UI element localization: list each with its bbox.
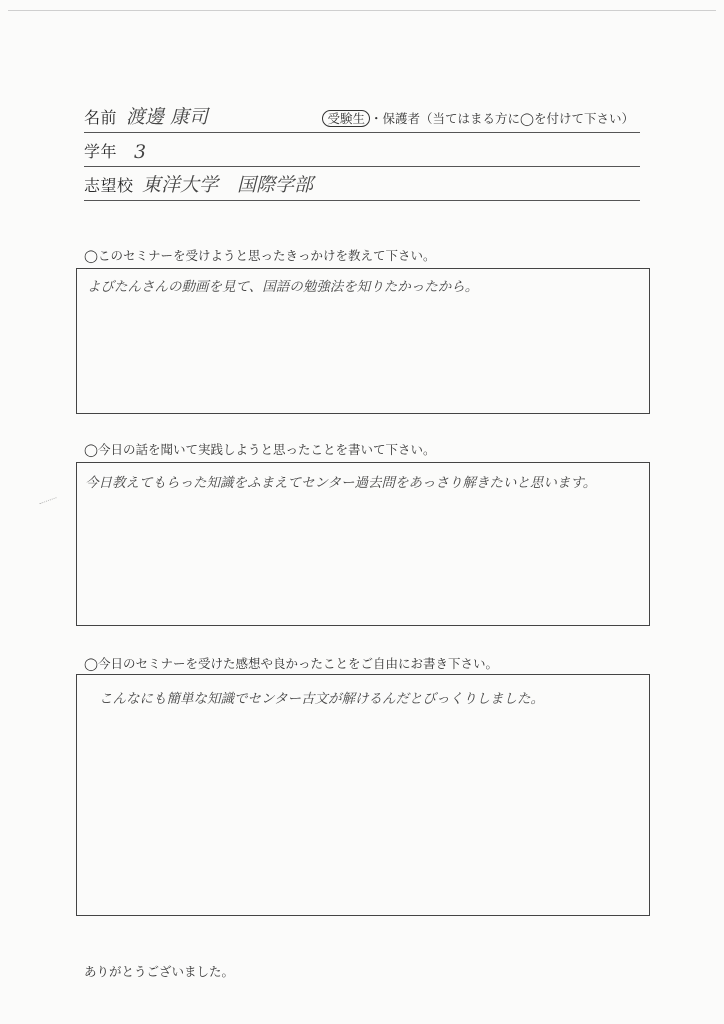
question-2-answer: 今日教えてもらった知識をふまえてセンター過去問をあっさり解きたいと思います。 xyxy=(85,475,597,491)
school-label: 志望校 xyxy=(84,176,134,195)
name-value: 渡邊 康司 xyxy=(126,106,209,128)
question-1-answer: よびたんさんの動画を見て、国語の勉強法を知りたかったから。 xyxy=(87,279,479,295)
school-value: 東洋大学 国際学部 xyxy=(142,174,314,196)
role-student-circled: 受験生 xyxy=(322,110,370,127)
thanks-message: ありがとうございました。 xyxy=(84,964,235,979)
question-2-answer-box xyxy=(76,462,650,626)
scan-edge-line xyxy=(8,10,716,11)
grade-row xyxy=(84,132,640,167)
grade-label: 学年 xyxy=(84,142,118,161)
question-1-prompt: ◯このセミナーを受けようと思ったきっかけを教えて下さい。 xyxy=(84,248,436,263)
question-3-prompt: ◯今日のセミナーを受けた感想や良かったことをご自由にお書き下さい。 xyxy=(84,656,498,671)
name-label: 名前 xyxy=(84,108,118,127)
name-row xyxy=(84,98,640,133)
role-options: ・保護者（当てはまる方に◯を付けて下さい） xyxy=(370,111,634,126)
school-row xyxy=(84,166,640,201)
respondent-role xyxy=(322,109,634,127)
question-2-prompt: ◯今日の話を聞いて実践しようと思ったことを書いて下さい。 xyxy=(84,442,436,457)
scan-speck xyxy=(39,497,58,510)
question-3-answer-box xyxy=(76,674,650,916)
question-1-answer-box xyxy=(76,268,650,414)
question-3-answer: こんなにも簡単な知識でセンター古文が解けるんだとびっくりしました。 xyxy=(99,691,544,707)
grade-value: 3 xyxy=(134,141,147,163)
